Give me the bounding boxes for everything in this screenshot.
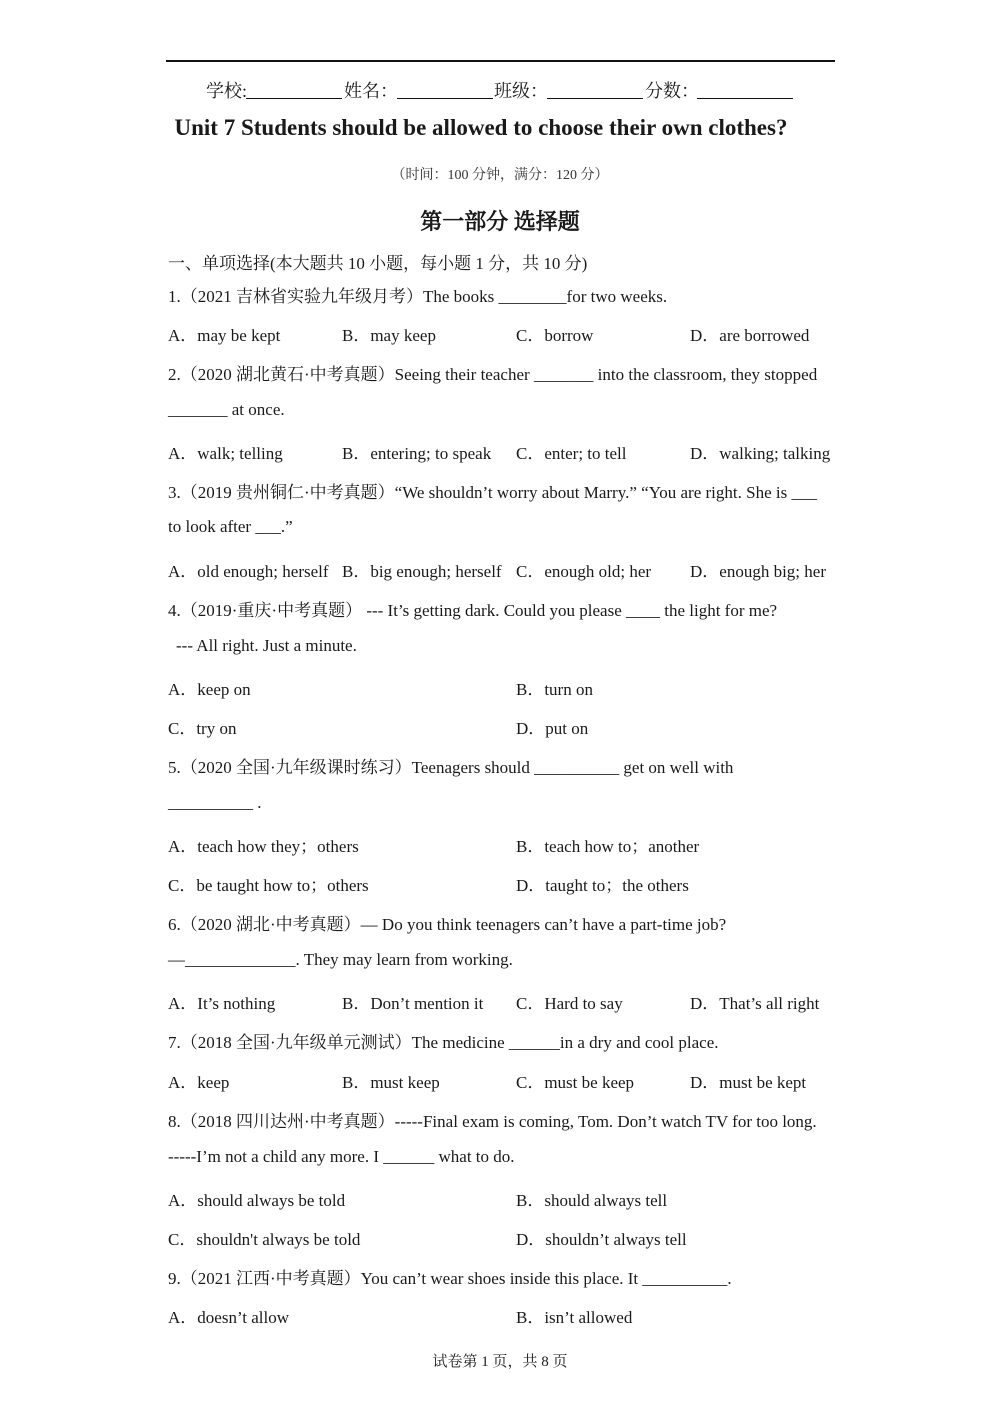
question-stem-continued: to look after ___.” bbox=[168, 517, 293, 536]
option-c[interactable]: C．shouldn't always be told bbox=[168, 1230, 361, 1249]
question-stem: 3.（2019 贵州铜仁·中考真题）“We shouldn’t worry about Marry.” “You are right. She is ___ bbox=[168, 483, 817, 502]
class-label: 班级： bbox=[494, 81, 548, 101]
option-c[interactable]: C．enter; to tell bbox=[516, 444, 627, 463]
page-title: Unit 7 Students should be allowed to choose their own clothes? bbox=[174, 115, 788, 140]
top-rule bbox=[166, 60, 835, 62]
question-stem: 5.（2020 全国·九年级课时练习）Teenagers should __________ get on well with bbox=[168, 758, 734, 777]
option-d[interactable]: D．shouldn’t always tell bbox=[516, 1230, 687, 1249]
option-a[interactable]: A．should always be told bbox=[168, 1191, 346, 1210]
option-b[interactable]: B．big enough; herself bbox=[342, 562, 502, 581]
page-footer: 试卷第 1 页，共 8 页 bbox=[432, 1354, 568, 1370]
option-b[interactable]: B．should always tell bbox=[516, 1191, 668, 1210]
option-d[interactable]: D．must be kept bbox=[690, 1073, 807, 1092]
school-field[interactable] bbox=[246, 80, 342, 99]
name-field[interactable] bbox=[397, 80, 493, 99]
option-a[interactable]: A．old enough; herself bbox=[168, 562, 329, 581]
option-c[interactable]: C．try on bbox=[168, 719, 237, 738]
question-stem: 6.（2020 湖北·中考真题）— Do you think teenagers can’t have a part-time job? bbox=[168, 915, 727, 934]
score-field[interactable] bbox=[697, 80, 793, 99]
question-stem: 4.（2019·重庆·中考真题） --- It’s getting dark. Could you please ____ the light for me? bbox=[168, 601, 778, 620]
option-a[interactable]: A．doesn’t allow bbox=[168, 1308, 290, 1327]
question-stem: 7.（2018 全国·九年级单元测试）The medicine ______in a dry and cool place. bbox=[168, 1033, 719, 1052]
option-a[interactable]: A．teach how they；others bbox=[168, 837, 359, 856]
name-label: 姓名： bbox=[344, 81, 398, 101]
question-stem-continued: —_____________. They may learn from working. bbox=[168, 950, 513, 969]
option-c[interactable]: C．must be keep bbox=[516, 1073, 635, 1092]
question-stem-continued: _______ at once. bbox=[168, 400, 285, 419]
question-stem: 2.（2020 湖北黄石·中考真题）Seeing their teacher _______ into the classroom, they stopped bbox=[168, 365, 818, 384]
option-c[interactable]: C．borrow bbox=[516, 326, 594, 345]
option-a[interactable]: A．keep on bbox=[168, 680, 251, 699]
option-a[interactable]: A．walk; telling bbox=[168, 444, 283, 463]
option-a[interactable]: A．It’s nothing bbox=[168, 994, 276, 1013]
option-a[interactable]: A．keep bbox=[168, 1073, 230, 1092]
option-d[interactable]: D．are borrowed bbox=[690, 326, 810, 345]
question-stem-continued: --- All right. Just a minute. bbox=[176, 636, 357, 655]
option-d[interactable]: D．put on bbox=[516, 719, 589, 738]
school-label: 学校: bbox=[206, 81, 248, 101]
option-d[interactable]: D．That’s all right bbox=[690, 994, 820, 1013]
part-title: 第一部分 选择题 bbox=[420, 209, 580, 234]
option-b[interactable]: B．entering; to speak bbox=[342, 444, 492, 463]
option-a[interactable]: A．may be kept bbox=[168, 326, 281, 345]
class-field[interactable] bbox=[547, 80, 643, 99]
option-b[interactable]: B．Don’t mention it bbox=[342, 994, 484, 1013]
option-d[interactable]: D．walking; talking bbox=[690, 444, 831, 463]
question-stem-continued: __________ . bbox=[168, 793, 262, 812]
section-title: 一、单项选择(本大题共 10 小题，每小题 1 分，共 10 分) bbox=[168, 254, 588, 273]
question-stem-continued: -----I’m not a child any more. I ______ what to do. bbox=[168, 1147, 515, 1166]
option-d[interactable]: D．enough big; her bbox=[690, 562, 826, 581]
question-stem: 9.（2021 江西·中考真题）You can’t wear shoes inside this place. It __________. bbox=[168, 1269, 732, 1288]
option-b[interactable]: B．teach how to；another bbox=[516, 837, 700, 856]
option-c[interactable]: C．enough old; her bbox=[516, 562, 652, 581]
score-label: 分数： bbox=[645, 81, 699, 101]
option-b[interactable]: B．may keep bbox=[342, 326, 436, 345]
exam-info: （时间：100 分钟，满分：120 分） bbox=[391, 168, 609, 183]
question-stem: 1.（2021 吉林省实验九年级月考）The books ________for two weeks. bbox=[168, 287, 668, 306]
option-b[interactable]: B．must keep bbox=[342, 1073, 440, 1092]
option-b[interactable]: B．turn on bbox=[516, 680, 593, 699]
question-stem: 8.（2018 四川达州·中考真题）-----Final exam is coming, Tom. Don’t watch TV for too long. bbox=[168, 1112, 817, 1131]
option-c[interactable]: C．Hard to say bbox=[516, 994, 623, 1013]
option-c[interactable]: C．be taught how to；others bbox=[168, 876, 369, 895]
option-d[interactable]: D．taught to；the others bbox=[516, 876, 689, 895]
option-b[interactable]: B．isn’t allowed bbox=[516, 1308, 633, 1327]
